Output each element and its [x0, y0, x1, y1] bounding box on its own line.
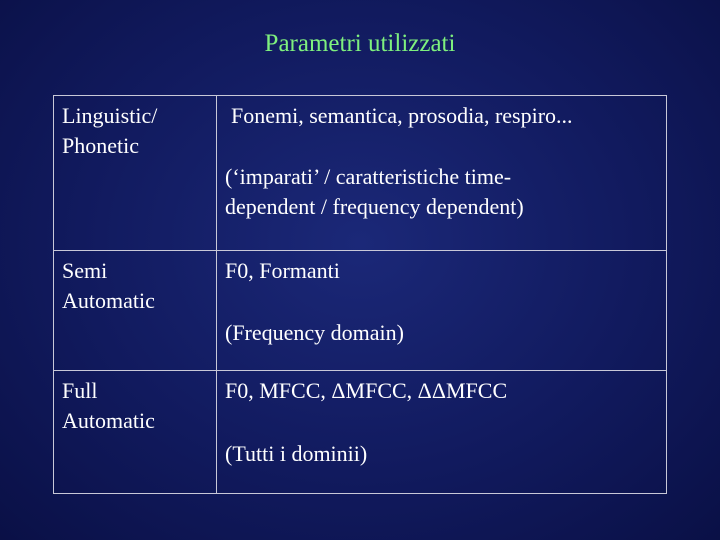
table-row — [54, 251, 667, 371]
slide-title: Parametri utilizzati — [264, 30, 456, 57]
content-cell — [217, 251, 667, 371]
content-main: Fonemi, semantica, prosodia, respiro... — [231, 103, 573, 128]
content-main: F0, MFCC, ΔMFCC, ΔΔMFCC — [225, 378, 508, 403]
parameters-table — [53, 95, 667, 494]
category-cell — [54, 96, 217, 251]
category-cell — [54, 251, 217, 371]
category-line: Semi — [62, 258, 108, 283]
content-note-line: (Tutti i dominii) — [225, 441, 368, 466]
table-row — [54, 371, 667, 494]
content-note-line: (Frequency domain) — [225, 320, 404, 345]
content-note-line: dependent / frequency dependent) — [225, 194, 524, 219]
category-line: Phonetic — [62, 133, 139, 158]
category-line: Automatic — [62, 288, 155, 313]
content-note-line: (‘imparati’ / caratteristiche time- — [225, 164, 512, 189]
category-line: Full — [62, 378, 98, 403]
content-main: F0, Formanti — [225, 258, 340, 283]
category-cell — [54, 371, 217, 494]
category-line: Automatic — [62, 408, 155, 433]
table-row — [54, 96, 667, 251]
category-line: Linguistic/ — [62, 103, 158, 128]
content-cell — [217, 96, 667, 251]
content-cell — [217, 371, 667, 494]
